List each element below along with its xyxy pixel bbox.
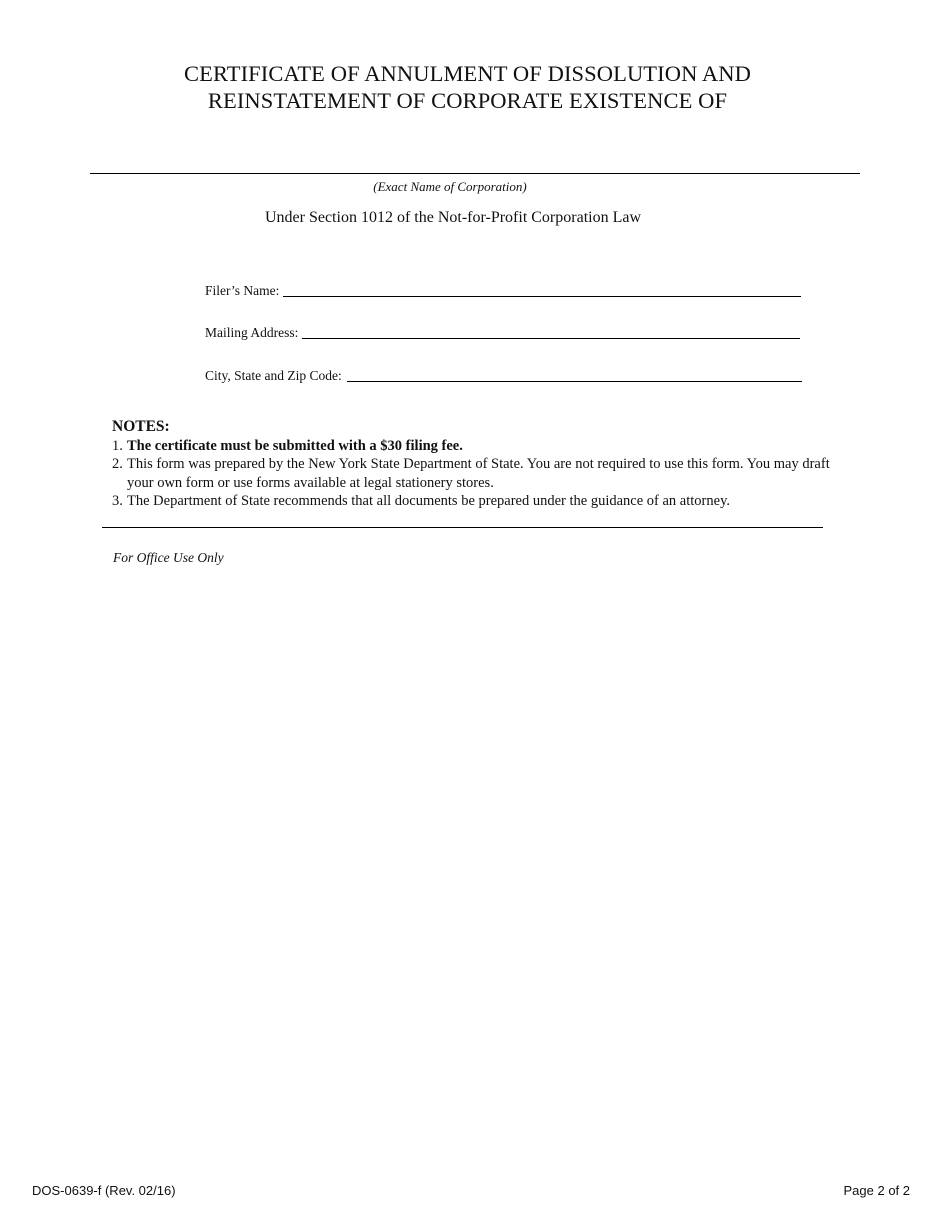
- form-id: DOS-0639-f (Rev. 02/16): [32, 1183, 176, 1198]
- corporation-name-caption: (Exact Name of Corporation): [373, 179, 527, 194]
- mailing-address-input[interactable]: [302, 338, 800, 339]
- filer-name-input[interactable]: [283, 296, 801, 297]
- mailing-address-label: Mailing Address:: [205, 325, 299, 340]
- note-number: 1.: [112, 437, 123, 454]
- note-item: [112, 492, 832, 511]
- title-line-2: REINSTATEMENT OF CORPORATE EXISTENCE OF: [207, 88, 728, 113]
- note-text: This form was prepared by the New York State Department of State. You are not required to use this form. You may draft your own form or use forms available at legal stationery stores.: [127, 456, 830, 491]
- city-state-zip-label: City, State and Zip Code:: [205, 368, 342, 383]
- notes-heading: NOTES:: [112, 418, 170, 435]
- note-number: 2.: [112, 456, 123, 472]
- title-line-1: CERTIFICATE OF ANNULMENT OF DISSOLUTION AND: [184, 61, 751, 86]
- filer-name-label: Filer’s Name:: [205, 283, 280, 298]
- page-number: Page 2 of 2: [843, 1183, 910, 1198]
- document-title: [0, 60, 935, 114]
- note-number: 3.: [112, 493, 123, 509]
- note-item: [112, 437, 832, 456]
- section-divider: [102, 527, 823, 528]
- office-use-label: For Office Use Only: [113, 550, 224, 565]
- note-text: The Department of State recommends that all documents be prepared under the guidance of an attorney.: [127, 493, 730, 509]
- note-text: The certificate must be submitted with a $30 filing fee.: [127, 437, 463, 454]
- note-item: [112, 455, 832, 492]
- corporation-name-line[interactable]: [90, 173, 860, 174]
- notes-section: [112, 418, 832, 511]
- city-state-zip-input[interactable]: [347, 381, 802, 382]
- statute-subtitle: Under Section 1012 of the Not-for-Profit Corporation Law: [264, 209, 642, 226]
